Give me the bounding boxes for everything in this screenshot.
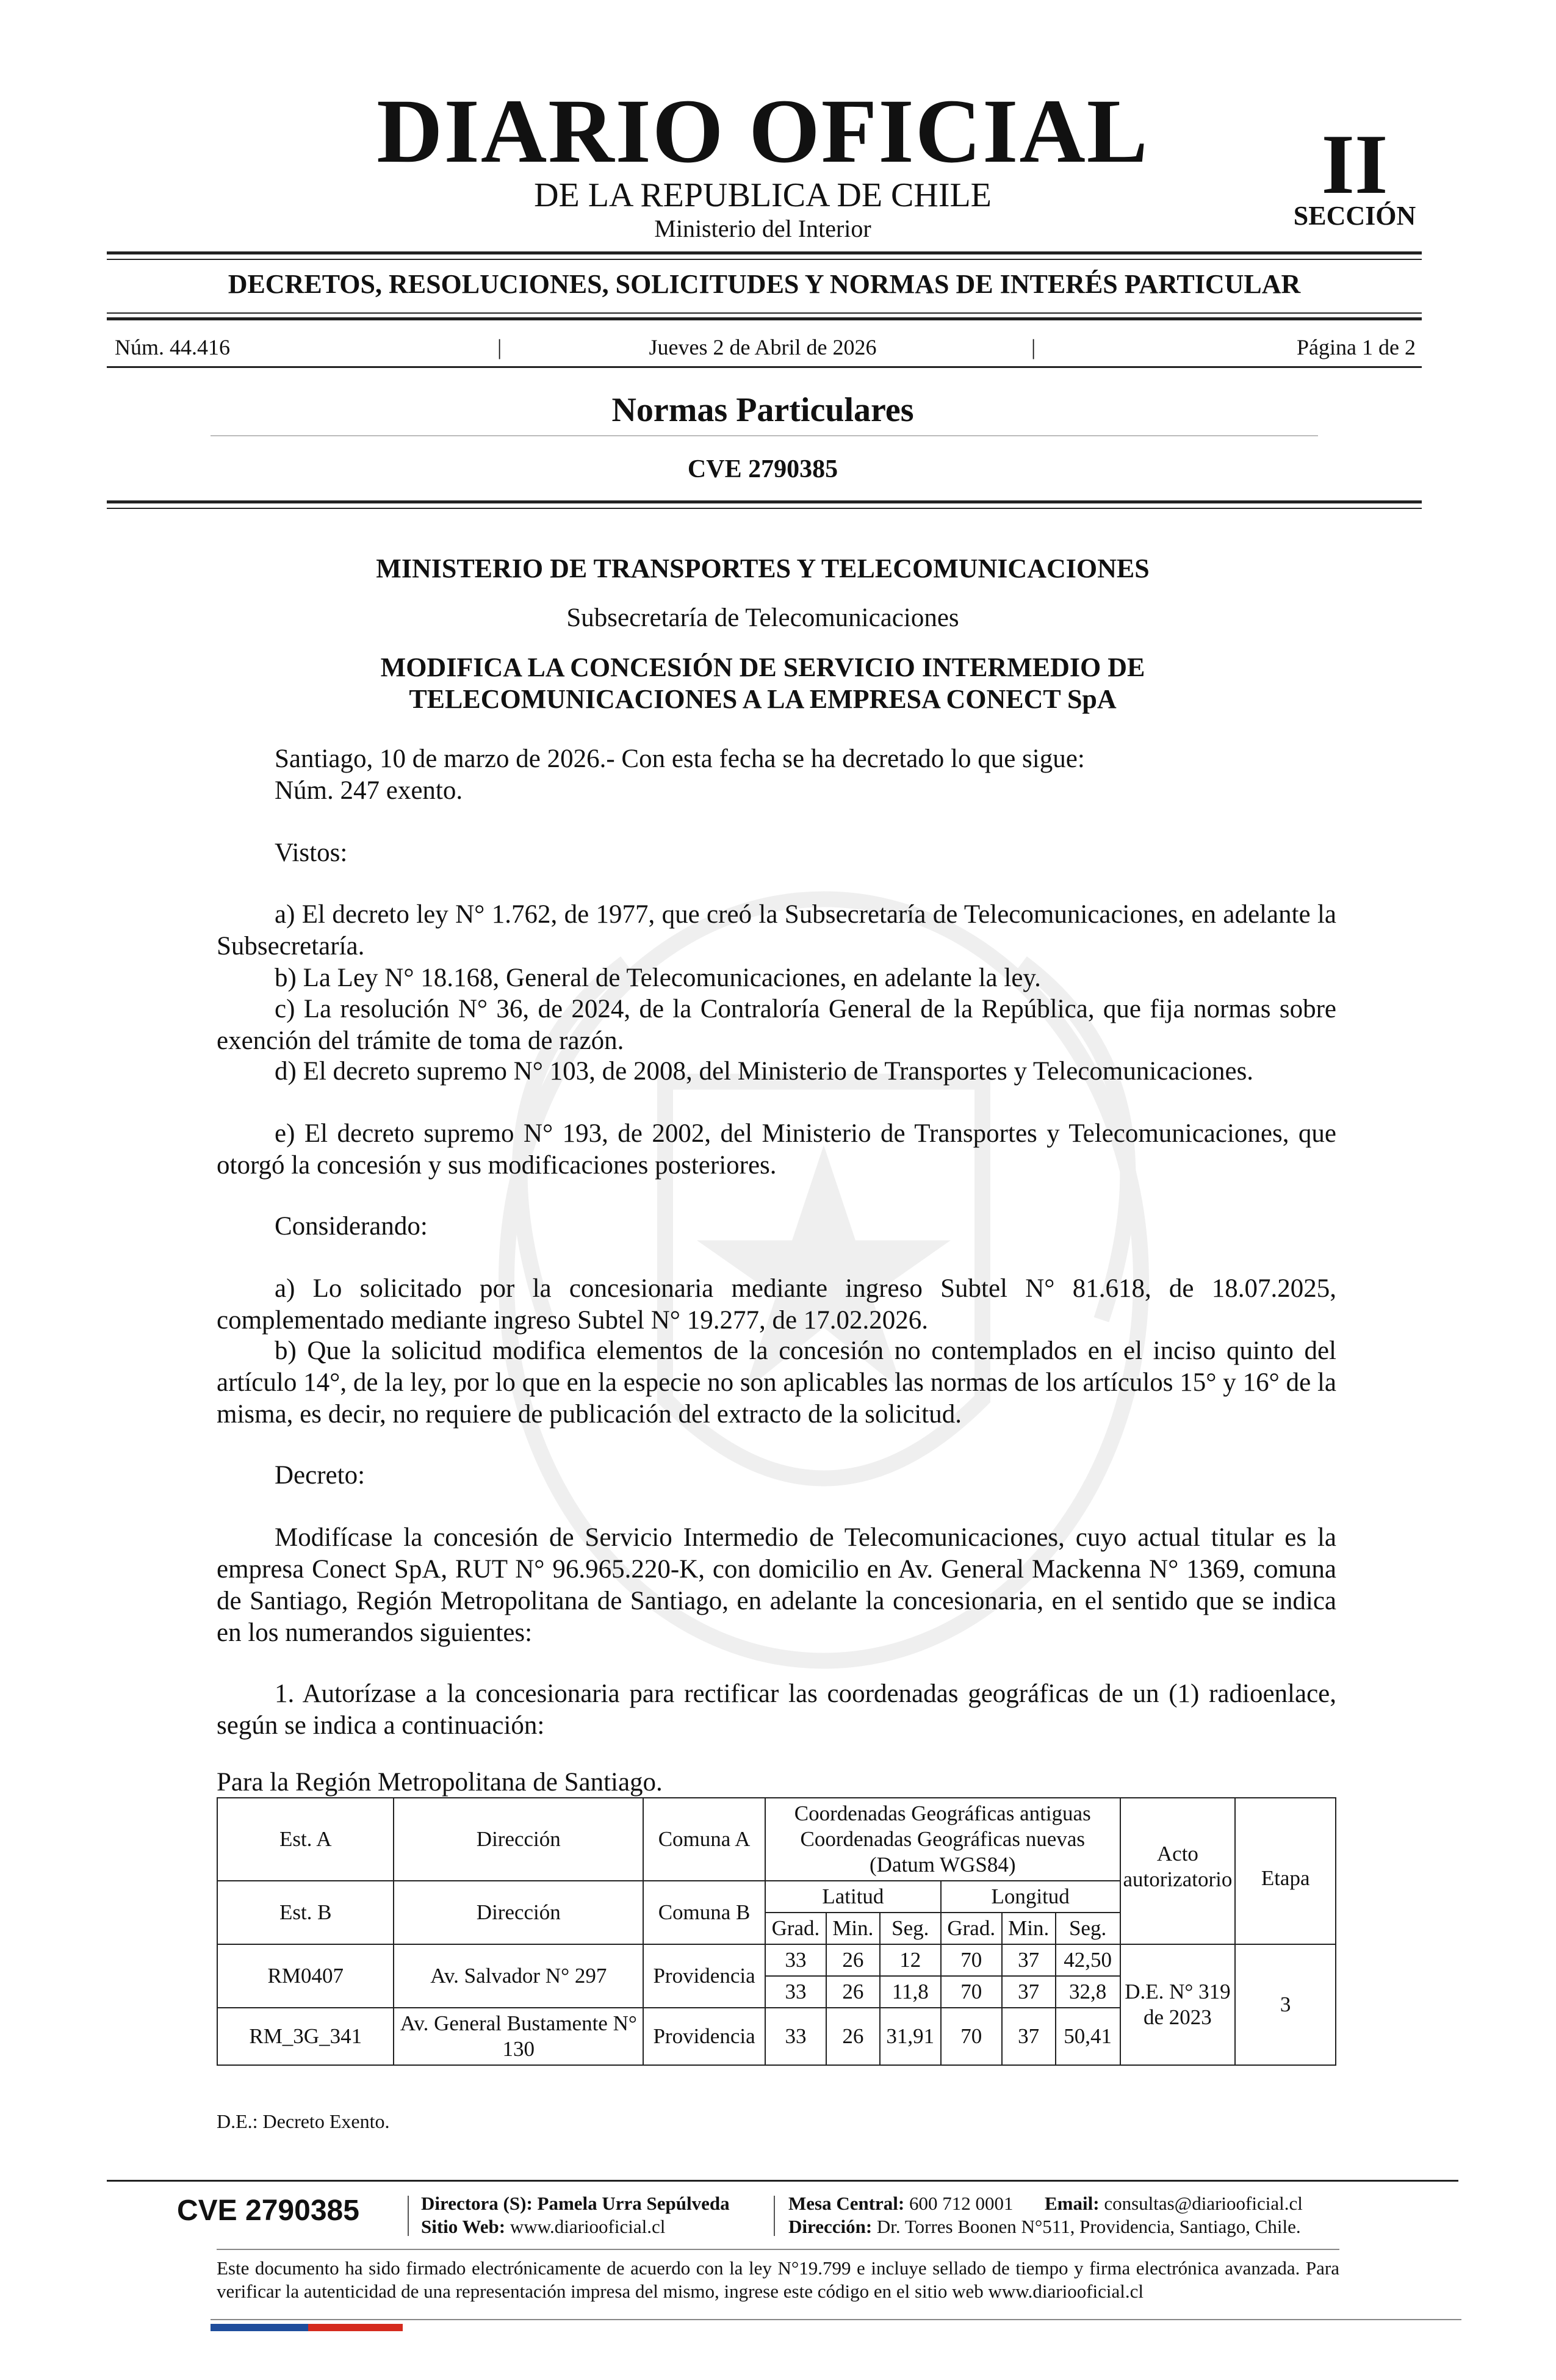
cve-code: CVE 2790385 bbox=[687, 455, 838, 483]
footer-cve: CVE 2790385 bbox=[177, 2194, 359, 2227]
decreto-text: Modifícase la concesión de Servicio Intermedio de Telecomunicaciones, cuyo actual titular es la empresa Conect SpA, RUT N° 96.965.220-K, con domicilio en Av. General Mackenna N° 1369, comuna de Santiago, Región Metropolitana de Santiago, en adelante la concesionaria, en el sentido que se indica en los numerandos siguientes: bbox=[217, 1523, 1336, 1647]
header-band: DECRETOS, RESOLUCIONES, SOLICITUDES Y NORMAS DE INTERÉS PARTICULAR bbox=[228, 269, 1301, 299]
opening-line: Santiago, 10 de marzo de 2026.- Con esta fecha se ha decretado lo que sigue: bbox=[275, 745, 1085, 773]
infobar-rule bbox=[107, 366, 1422, 368]
row2-comuna: Providencia bbox=[643, 2008, 765, 2065]
table-note: D.E.: Decreto Exento. bbox=[217, 2110, 390, 2132]
considerando-heading: Considerando: bbox=[275, 1212, 428, 1241]
section-number: II bbox=[1321, 117, 1388, 212]
row1-old-cell: 12 bbox=[880, 1944, 941, 1976]
decree-title-line2: TELECOMUNICACIONES A LA EMPRESA CONECT SpA bbox=[409, 684, 1117, 714]
section-title-rule bbox=[211, 435, 1318, 436]
footer-website bbox=[421, 2215, 665, 2238]
direccion-label: Dirección: bbox=[788, 2216, 873, 2237]
footer-bottom-rule bbox=[211, 2319, 1461, 2320]
decree-title-line1: MODIFICA LA CONCESIÓN DE SERVICIO INTERMEDIO DE bbox=[380, 652, 1145, 682]
header-min: Min. bbox=[826, 1913, 880, 1944]
row1-new-cell: 37 bbox=[1002, 1976, 1056, 2008]
header-comuna-a: Comuna A bbox=[643, 1798, 765, 1881]
row1-comuna: Providencia bbox=[643, 1944, 765, 2008]
masthead-subtitle: DE LA REPUBLICA DE CHILE bbox=[534, 176, 992, 214]
header-coordinates bbox=[765, 1798, 1120, 1881]
vistos-item-a: a) El decreto ley N° 1.762, de 1977, que creó la Subsecretaría de Telecomunicaciones, en adelante la Subsecretaría. bbox=[217, 900, 1336, 961]
header-latitud: Latitud bbox=[765, 1881, 941, 1913]
header-est-a: Est. A bbox=[217, 1798, 394, 1881]
row1-est: RM0407 bbox=[217, 1944, 394, 2008]
header-etapa: Etapa bbox=[1235, 1798, 1336, 1944]
mesa-label: Mesa Central: bbox=[788, 2193, 905, 2214]
masthead-title: DIARIO OFICIAL bbox=[376, 81, 1149, 182]
row1-new-cell: 70 bbox=[941, 1976, 1002, 2008]
section-title: Normas Particulares bbox=[611, 391, 914, 429]
considerando-item-a: a) Lo solicitado por la concesionaria mediante ingreso Subtel N° 81.618, de 18.07.2025, complementado mediante ingreso Subtel N° 19.277, de 17.02.2026. bbox=[217, 1274, 1336, 1335]
coordinates-table bbox=[217, 1797, 1336, 2066]
directora-label: Directora (S): bbox=[421, 2193, 533, 2214]
row1-new-cell: 33 bbox=[765, 1976, 826, 2008]
header-rule-bottom-thin bbox=[107, 312, 1422, 314]
row2-cell: 37 bbox=[1002, 2008, 1056, 2065]
row1-direccion: Av. Salvador N° 297 bbox=[394, 1944, 643, 2008]
header-grad: Grad. bbox=[765, 1913, 826, 1944]
footer-contact bbox=[788, 2192, 1303, 2215]
vistos-item-d: d) El decreto supremo N° 103, de 2008, del Ministerio de Transportes y Telecomunicaciones. bbox=[275, 1057, 1254, 1086]
header-est-b: Est. B bbox=[217, 1881, 394, 1944]
header-datum: (Datum WGS84) bbox=[870, 1853, 1016, 1877]
footer-rule bbox=[107, 2180, 1458, 2182]
row1-new-cell: 11,8 bbox=[880, 1976, 941, 2008]
row2-cell: 50,41 bbox=[1056, 2008, 1120, 2065]
direccion-value: Dr. Torres Boonen N°511, Providencia, Santiago, Chile. bbox=[876, 2216, 1301, 2237]
section-word: SECCIÓN bbox=[1293, 201, 1416, 231]
footer-divider bbox=[774, 2196, 775, 2236]
row1-old-cell: 70 bbox=[941, 1944, 1002, 1976]
decreto-heading: Decreto: bbox=[275, 1461, 366, 1490]
header-seg: Seg. bbox=[880, 1913, 941, 1944]
row2-direccion: Av. General Bustamente N° 130 bbox=[394, 2008, 643, 2065]
flag-stripe-red bbox=[308, 2324, 403, 2331]
row1-old-cell: 33 bbox=[765, 1944, 826, 1976]
row2-est: RM_3G_341 bbox=[217, 2008, 394, 2065]
infobar-separator: | bbox=[497, 335, 502, 359]
email-value[interactable]: consultas@diariooficial.cl bbox=[1104, 2193, 1303, 2214]
issue-number: Núm. 44.416 bbox=[115, 335, 230, 359]
etapa-value: 3 bbox=[1235, 1944, 1336, 2065]
header-rule-top-thin bbox=[107, 259, 1422, 260]
header-grad: Grad. bbox=[941, 1913, 1002, 1944]
web-label: Sitio Web: bbox=[421, 2216, 506, 2237]
considerando-item-b: b) Que la solicitud modifica elementos de la concesión no contemplados en el inciso quinto del artículo 14°, de la ley, por lo que en la especie no son aplicables las normas de los artículos 15° y 16° de la misma, es decir, no requiere de publicación del extracto de la solicitud. bbox=[217, 1336, 1336, 1429]
header-comuna-b: Comuna B bbox=[643, 1881, 765, 1944]
vistos-item-b: b) La Ley N° 18.168, General de Telecomunicaciones, en adelante la ley. bbox=[275, 964, 1041, 992]
row1-new-cell: 26 bbox=[826, 1976, 880, 2008]
header-acto: Acto autorizatorio bbox=[1120, 1798, 1236, 1944]
masthead-ministry: Ministerio del Interior bbox=[654, 215, 871, 242]
header-coords-old: Coordenadas Geográficas antiguas bbox=[794, 1801, 1091, 1825]
footer-directora bbox=[421, 2192, 730, 2215]
vistos-item-e: e) El decreto supremo N° 193, de 2002, del Ministerio de Transportes y Telecomunicaciones, que otorgó la concesión y sus modificaciones posteriores. bbox=[217, 1119, 1336, 1180]
header-seg: Seg. bbox=[1056, 1913, 1120, 1944]
row1-new-cell: 32,8 bbox=[1056, 1976, 1120, 2008]
header-rule-top bbox=[107, 251, 1422, 254]
cve-rule-thin bbox=[107, 508, 1422, 509]
mesa-value: 600 712 0001 bbox=[909, 2193, 1014, 2214]
row1-old-cell: 42,50 bbox=[1056, 1944, 1120, 1976]
footer-divider bbox=[408, 2196, 409, 2236]
region-line: Para la Región Metropolitana de Santiago. bbox=[217, 1768, 663, 1797]
vistos-heading: Vistos: bbox=[275, 838, 348, 867]
infobar-separator: | bbox=[1031, 335, 1036, 359]
cve-rule-thick bbox=[107, 500, 1422, 503]
header-longitud: Longitud bbox=[941, 1881, 1120, 1913]
vistos-item-c: c) La resolución N° 36, de 2024, de la Contraloría General de la República, que fija normas sobre exención del trámite de toma de razón. bbox=[217, 995, 1336, 1055]
footer-legal-rule bbox=[217, 2249, 1339, 2250]
page-indicator: Página 1 de 2 bbox=[1297, 335, 1416, 359]
row2-cell: 33 bbox=[765, 2008, 826, 2065]
directora-name: Pamela Urra Sepúlveda bbox=[537, 2193, 730, 2214]
header-direccion-a: Dirección bbox=[394, 1798, 643, 1881]
item-1: 1. Autorízase a la concesionaria para rectificar las coordenadas geográficas de un (1) radioenlace, según se indica a continuación: bbox=[217, 1679, 1336, 1740]
subsecretaria-heading: Subsecretaría de Telecomunicaciones bbox=[566, 604, 959, 632]
row1-old-cell: 26 bbox=[826, 1944, 880, 1976]
email-label: Email: bbox=[1045, 2193, 1100, 2214]
web-value[interactable]: www.diariooficial.cl bbox=[510, 2216, 666, 2237]
header-rule-bottom bbox=[107, 317, 1422, 320]
flag-stripe-blue bbox=[211, 2324, 308, 2331]
row2-cell: 31,91 bbox=[880, 2008, 941, 2065]
decree-number: Núm. 247 exento. bbox=[275, 776, 463, 805]
header-coords-new: Coordenadas Geográficas nuevas bbox=[800, 1827, 1085, 1851]
footer-legal: Este documento ha sido firmado electrónicamente de acuerdo con la ley N°19.799 e incluye sellado de tiempo y firma electrónica avanzada. Para verificar la autenticidad de una representación impresa del mismo, ingrese este código en el sitio web www.diariooficial.cl bbox=[217, 2257, 1339, 2302]
row2-cell: 70 bbox=[941, 2008, 1002, 2065]
row1-old-cell: 37 bbox=[1002, 1944, 1056, 1976]
issue-date: Jueves 2 de Abril de 2026 bbox=[649, 335, 877, 359]
row2-cell: 26 bbox=[826, 2008, 880, 2065]
acto-value: D.E. N° 319 de 2023 bbox=[1120, 1944, 1236, 2065]
header-direccion-b: Dirección bbox=[394, 1881, 643, 1944]
footer-address bbox=[788, 2215, 1301, 2238]
ministry-heading: MINISTERIO DE TRANSPORTES Y TELECOMUNICACIONES bbox=[376, 554, 1150, 583]
header-min: Min. bbox=[1002, 1913, 1056, 1944]
